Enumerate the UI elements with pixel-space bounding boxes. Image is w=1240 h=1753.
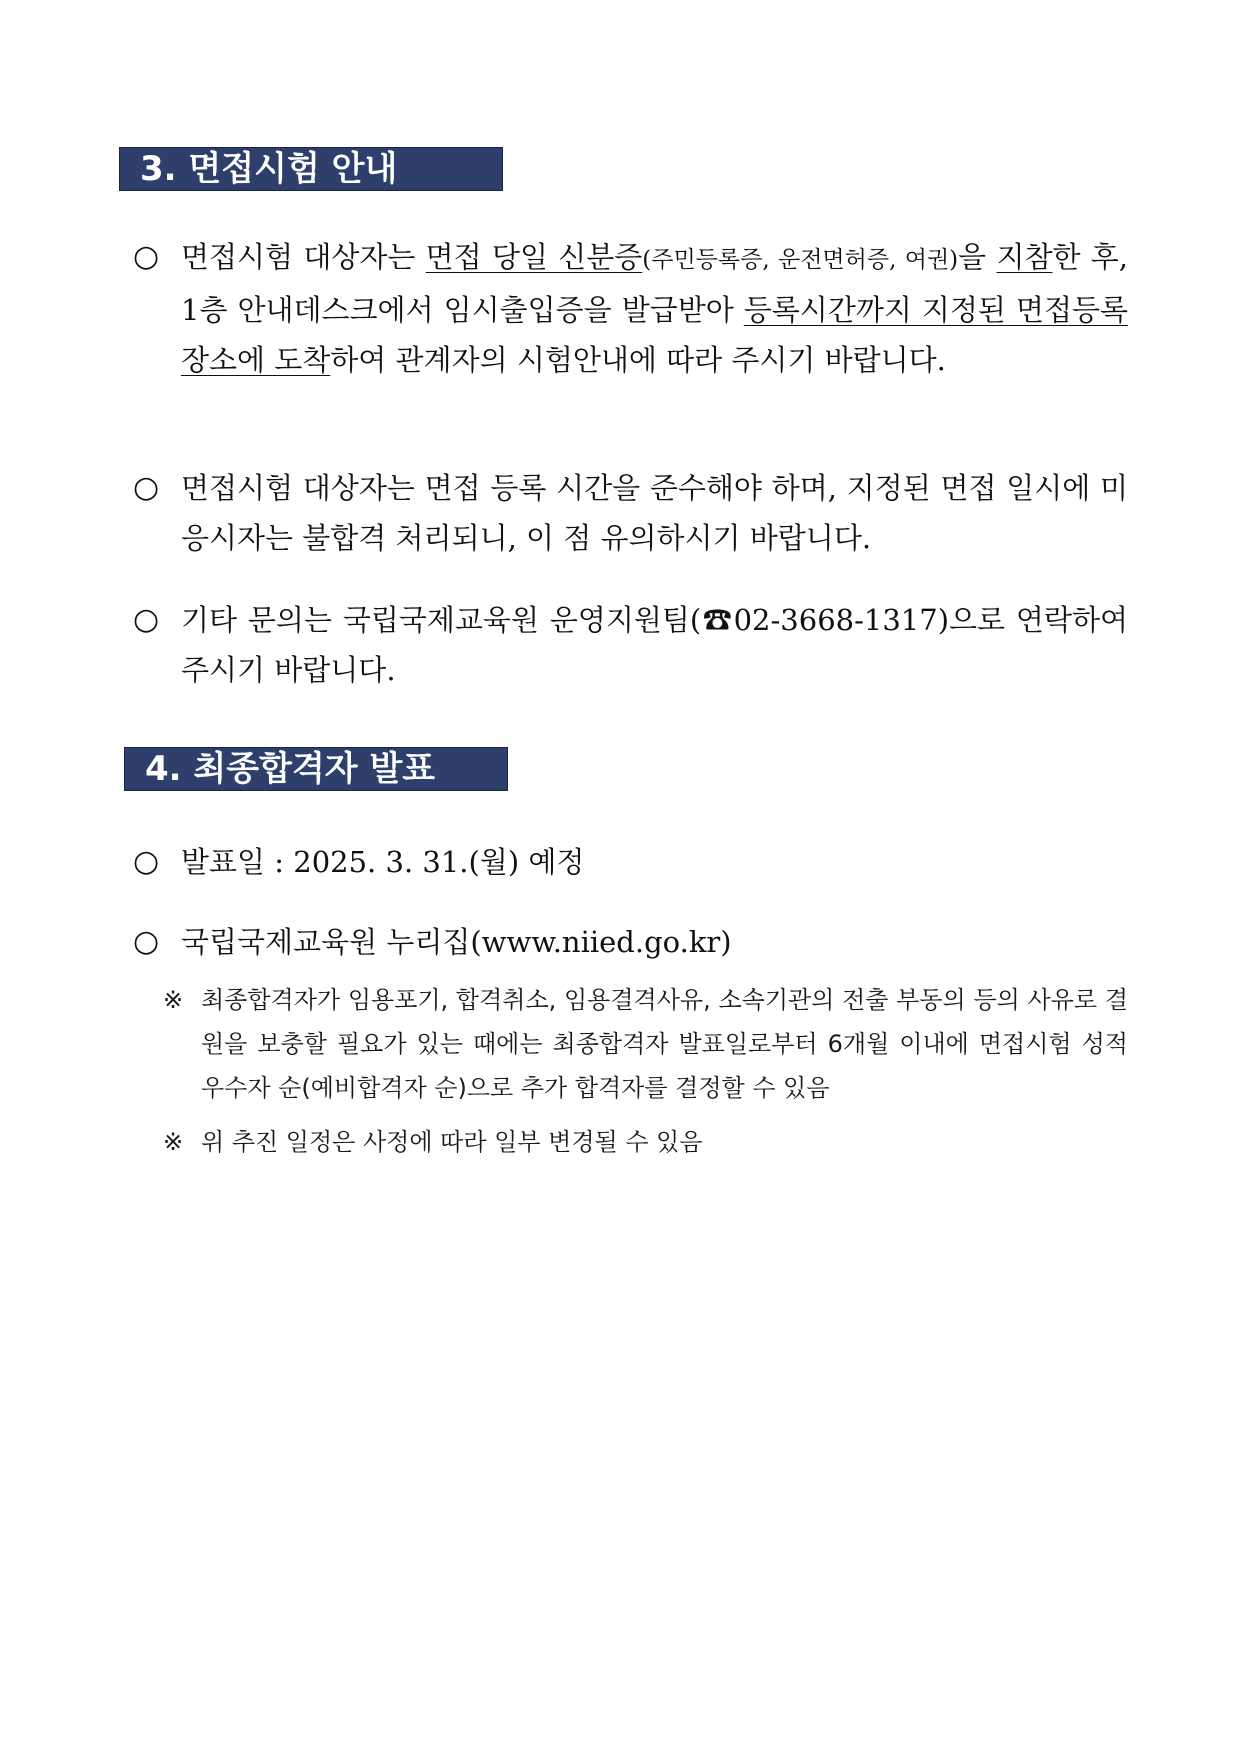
schedule-change-note-text: 위 추진 일정은 사정에 따라 일부 변경될 수 있음 [201, 1128, 703, 1156]
additional-pass-note [163, 978, 1128, 1110]
additional-pass-note-text: 최종합격자가 임용포기, 합격취소, 임용결격사유, 소속기관의 전출 부동의 등의 사유로 결원을 보충할 필요가 있는 때에는 최종합격자 발표일로부터 6개월 이내에 면접시험 성적 우수자 순(예비합격자 순)으로 추가 합격자를 결정할 수 있음 [201, 986, 1128, 1102]
announcement-date-text: 발표일 : 2025. 3. 31.(월) 예정 [181, 845, 585, 879]
circle-bullet-icon: ○ [133, 239, 160, 274]
bring-emphasis: 지참 [996, 240, 1053, 274]
contact-item [133, 595, 1128, 695]
reference-mark-icon: ※ [163, 1128, 184, 1156]
section-4-header: 4. 최종합격자 발표 [124, 747, 508, 791]
circle-bullet-icon: ○ [133, 602, 160, 637]
schedule-change-note [163, 1120, 1128, 1164]
arrival-emphasis: 등록시간까지 지정된 면접등록 장소에 도착 [181, 293, 1128, 377]
section-3-header: 3. 면접시험 안내 [119, 147, 503, 191]
interview-id-item [133, 232, 1128, 385]
website-item [133, 917, 1128, 967]
interview-time-text: 면접시험 대상자는 면접 등록 시간을 준수해야 하며, 지정된 면접 일시에 미응시자는 불합격 처리되니, 이 점 유의하시기 바랍니다. [181, 471, 1128, 555]
announcement-date-item [133, 837, 1128, 887]
id-card-emphasis: 면접 당일 신분증 [425, 240, 643, 274]
website-text: 국립국제교육원 누리집(www.niied.go.kr) [181, 925, 732, 959]
circle-bullet-icon: ○ [133, 924, 160, 959]
circle-bullet-icon: ○ [133, 844, 160, 879]
circle-bullet-icon: ○ [133, 470, 160, 505]
interview-id-text: 면접시험 대상자는 면접 당일 신분증(주민등록증, 운전면허증, 여권)을 지참한 후, 1층 안내데스크에서 임시출입증을 발급받아 등록시간까지 지정된 면접등록 장소에 도착하여 관계자의 시험안내에 따라 주시기 바랍니다. [181, 240, 1128, 377]
reference-mark-icon: ※ [163, 986, 184, 1014]
contact-text: 기타 문의는 국립국제교육원 운영지원팀(☎02-3668-1317)으로 연락하여 주시기 바랍니다. [181, 603, 1128, 687]
interview-time-item [133, 463, 1128, 563]
